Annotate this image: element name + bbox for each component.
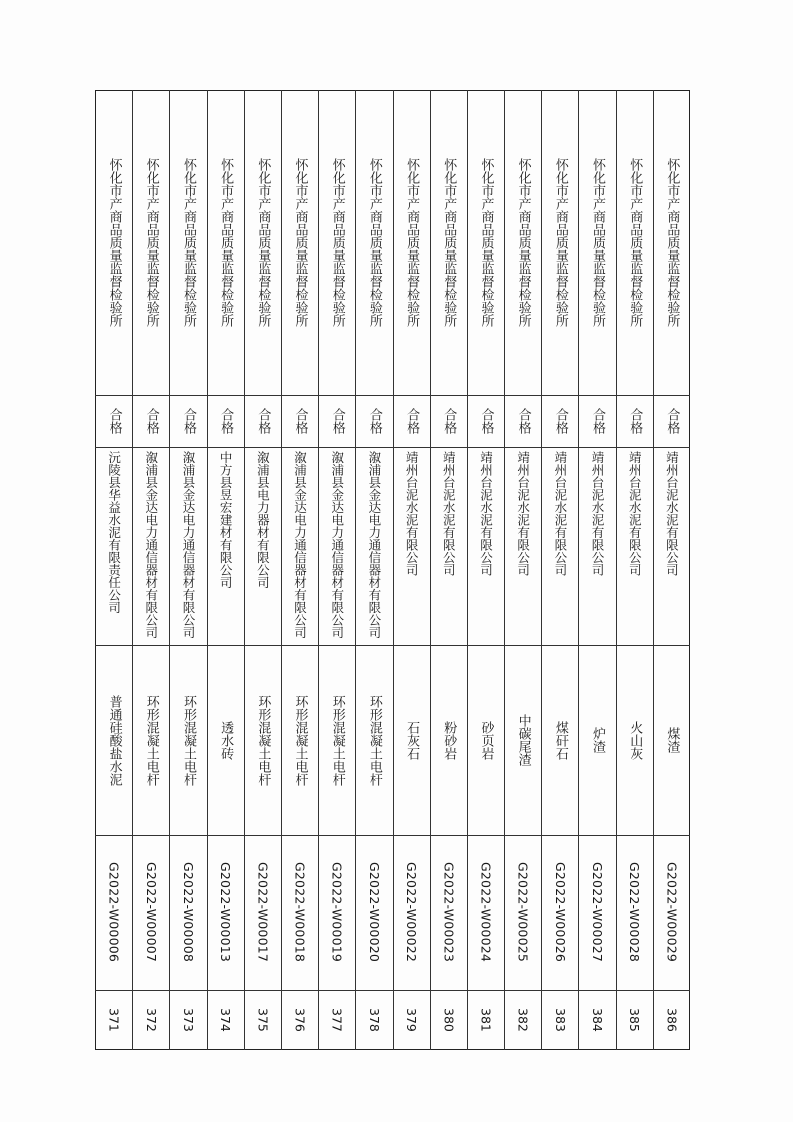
cell-result: 合格 xyxy=(515,408,531,434)
cell-code: G2022-W00007 xyxy=(143,862,159,963)
record-divider xyxy=(355,90,356,1050)
cell-company: 靖州台泥水泥有限公司 xyxy=(515,451,531,576)
cell-product: 普通硅酸盐水泥 xyxy=(106,694,122,786)
cell-code: G2022-W00020 xyxy=(366,862,382,963)
record-divider xyxy=(541,90,542,1050)
record-divider xyxy=(244,90,245,1050)
cell-org: 怀化市产商品质量监督检验所 xyxy=(441,158,457,327)
cell-seq: 375 xyxy=(255,1008,271,1032)
cell-company: 溆浦县金达电力通信器材有限公司 xyxy=(180,451,196,639)
cell-result: 合格 xyxy=(627,408,643,434)
cell-code: G2022-W00008 xyxy=(180,862,196,963)
cell-product: 石灰石 xyxy=(404,720,420,760)
cell-product: 粉砂岩 xyxy=(441,720,457,760)
cell-result: 合格 xyxy=(552,408,568,434)
cell-code: G2022-W00025 xyxy=(515,862,531,963)
cell-product: 环形混凝土电杆 xyxy=(143,694,159,786)
cell-result: 合格 xyxy=(664,408,680,434)
cell-code: G2022-W00018 xyxy=(292,862,308,963)
record-divider xyxy=(616,90,617,1050)
cell-org: 怀化市产商品质量监督检验所 xyxy=(552,158,568,327)
cell-product: 环形混凝土电杆 xyxy=(366,694,382,786)
cell-company: 溆浦县金达电力通信器材有限公司 xyxy=(329,451,345,639)
cell-result: 合格 xyxy=(441,408,457,434)
record-divider xyxy=(281,90,282,1050)
cell-code: G2022-W00019 xyxy=(329,862,345,963)
cell-company: 靖州台泥水泥有限公司 xyxy=(590,451,606,576)
cell-result: 合格 xyxy=(404,408,420,434)
cell-seq: 383 xyxy=(552,1008,568,1032)
cell-company: 沅陵县华益水泥有限责任公司 xyxy=(106,451,122,614)
cell-company: 靖州台泥水泥有限公司 xyxy=(478,451,494,576)
cell-seq: 373 xyxy=(180,1008,196,1032)
record-divider xyxy=(653,90,654,1050)
cell-result: 合格 xyxy=(255,408,271,434)
cell-code: G2022-W00029 xyxy=(664,862,680,963)
cell-org: 怀化市产商品质量监督检验所 xyxy=(366,158,382,327)
record-divider xyxy=(578,90,579,1050)
cell-seq: 371 xyxy=(106,1008,122,1032)
cell-org: 怀化市产商品质量监督检验所 xyxy=(664,158,680,327)
cell-org: 怀化市产商品质量监督检验所 xyxy=(329,158,345,327)
cell-result: 合格 xyxy=(143,408,159,434)
cell-result: 合格 xyxy=(329,408,345,434)
cell-company: 靖州台泥水泥有限公司 xyxy=(404,451,420,576)
cell-org: 怀化市产商品质量监督检验所 xyxy=(590,158,606,327)
cell-code: G2022-W00028 xyxy=(627,862,643,963)
cell-org: 怀化市产商品质量监督检验所 xyxy=(143,158,159,327)
cell-code: G2022-W00027 xyxy=(590,862,606,963)
record-divider xyxy=(318,90,319,1050)
cell-seq: 372 xyxy=(143,1008,159,1032)
cell-code: G2022-W00017 xyxy=(255,862,271,963)
record-divider xyxy=(169,90,170,1050)
cell-seq: 381 xyxy=(478,1008,494,1032)
cell-product: 火山灰 xyxy=(627,720,643,760)
cell-org: 怀化市产商品质量监督检验所 xyxy=(106,158,122,327)
cell-seq: 385 xyxy=(627,1008,643,1032)
record-divider xyxy=(132,90,133,1050)
cell-seq: 378 xyxy=(366,1008,382,1032)
cell-seq: 374 xyxy=(218,1008,234,1032)
cell-org: 怀化市产商品质量监督检验所 xyxy=(292,158,308,327)
cell-product: 煤渣 xyxy=(664,727,680,753)
cell-code: G2022-W00026 xyxy=(552,862,568,963)
cell-company: 靖州台泥水泥有限公司 xyxy=(627,451,643,576)
cell-product: 环形混凝土电杆 xyxy=(329,694,345,786)
cell-company: 中方县昱宏建材有限公司 xyxy=(218,451,234,589)
record-divider xyxy=(393,90,394,1050)
cell-product: 环形混凝土电杆 xyxy=(180,694,196,786)
cell-product: 透水砖 xyxy=(218,720,234,760)
cell-org: 怀化市产商品质量监督检验所 xyxy=(255,158,271,327)
cell-seq: 380 xyxy=(441,1008,457,1032)
cell-code: G2022-W00023 xyxy=(441,862,457,963)
cell-org: 怀化市产商品质量监督检验所 xyxy=(218,158,234,327)
record-divider xyxy=(430,90,431,1050)
cell-company: 溆浦县金达电力通信器材有限公司 xyxy=(366,451,382,639)
cell-company: 溆浦县金达电力通信器材有限公司 xyxy=(292,451,308,639)
cell-product: 砂页岩 xyxy=(478,720,494,760)
cell-code: G2022-W00022 xyxy=(404,862,420,963)
cell-product: 中碳尾渣 xyxy=(515,714,531,766)
inspection-results-table xyxy=(95,90,690,1050)
cell-company: 溆浦县金达电力通信器材有限公司 xyxy=(143,451,159,639)
cell-code: G2022-W00013 xyxy=(218,862,234,963)
cell-org: 怀化市产商品质量监督检验所 xyxy=(515,158,531,327)
cell-seq: 376 xyxy=(292,1008,308,1032)
record-divider xyxy=(467,90,468,1050)
record-divider xyxy=(504,90,505,1050)
record-divider xyxy=(207,90,208,1050)
cell-result: 合格 xyxy=(478,408,494,434)
cell-org: 怀化市产商品质量监督检验所 xyxy=(478,158,494,327)
cell-company: 溆浦县电力器材有限公司 xyxy=(255,451,271,589)
cell-company: 靖州台泥水泥有限公司 xyxy=(664,451,680,576)
cell-seq: 384 xyxy=(590,1008,606,1032)
cell-result: 合格 xyxy=(218,408,234,434)
cell-company: 靖州台泥水泥有限公司 xyxy=(552,451,568,576)
cell-code: G2022-W00006 xyxy=(106,862,122,963)
cell-product: 炉渣 xyxy=(590,727,606,753)
cell-seq: 379 xyxy=(404,1008,420,1032)
cell-code: G2022-W00024 xyxy=(478,862,494,963)
cell-org: 怀化市产商品质量监督检验所 xyxy=(404,158,420,327)
cell-product: 煤矸石 xyxy=(552,720,568,760)
cell-result: 合格 xyxy=(366,408,382,434)
cell-seq: 386 xyxy=(664,1008,680,1032)
cell-seq: 377 xyxy=(329,1008,345,1032)
cell-product: 环形混凝土电杆 xyxy=(255,694,271,786)
cell-result: 合格 xyxy=(106,408,122,434)
cell-seq: 382 xyxy=(515,1008,531,1032)
cell-org: 怀化市产商品质量监督检验所 xyxy=(180,158,196,327)
cell-org: 怀化市产商品质量监督检验所 xyxy=(627,158,643,327)
cell-result: 合格 xyxy=(590,408,606,434)
cell-result: 合格 xyxy=(292,408,308,434)
cell-result: 合格 xyxy=(180,408,196,434)
cell-company: 靖州台泥水泥有限公司 xyxy=(441,451,457,576)
cell-product: 环形混凝土电杆 xyxy=(292,694,308,786)
